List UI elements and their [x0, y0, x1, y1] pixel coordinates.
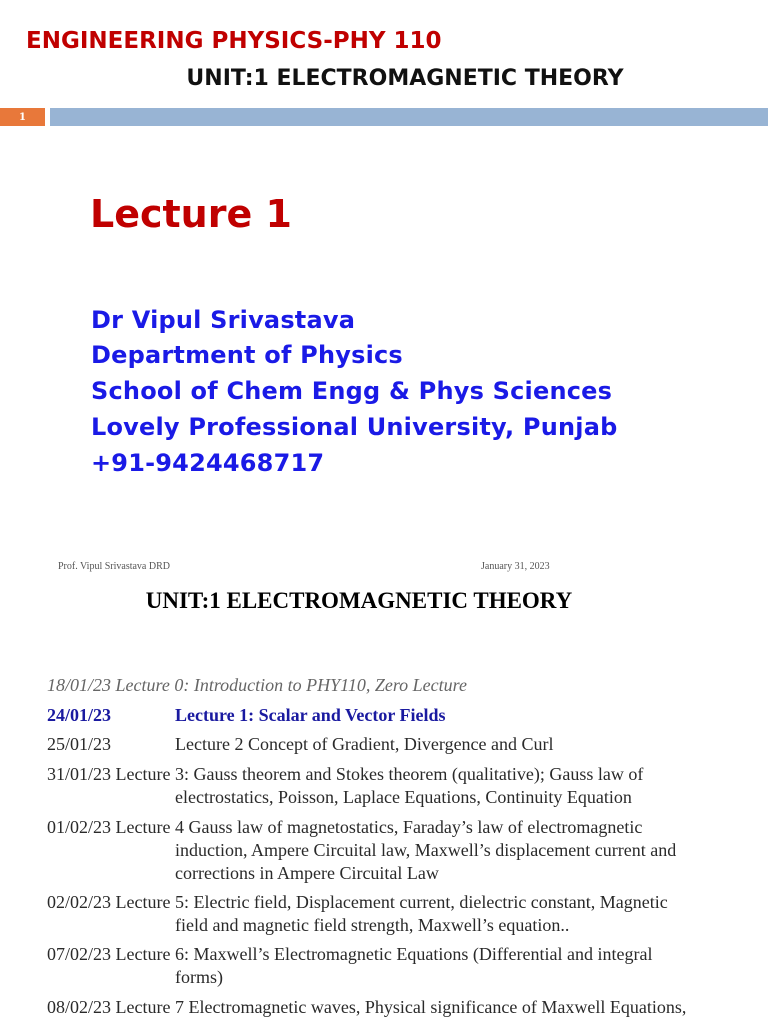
schedule-date: 02/02/23 [47, 892, 112, 912]
schedule-text-continued: field and magnetic field strength, Maxwell’s equation.. [175, 915, 570, 935]
schedule-date: 25/01/23 [47, 734, 112, 754]
schedule-item [47, 733, 737, 756]
schedule-item-current [47, 704, 737, 727]
schedule-text: Lecture 4 Gauss law of magnetostatics, Faraday’s law of electromagnetic [115, 817, 643, 837]
schedule-text-continued: induction, Ampere Circuital law, Maxwell’s displacement current and [175, 840, 677, 860]
schedule-heading: UNIT:1 ELECTROMAGNETIC THEORY [145, 588, 573, 613]
schedule-item [47, 816, 737, 885]
schedule-item [47, 943, 737, 989]
schedule-date: 18/01/23 [47, 675, 112, 695]
schedule-date: 07/02/23 [47, 944, 112, 964]
schedule-text: Lecture 7 Electromagnetic waves, Physical significance of Maxwell Equations, [115, 997, 687, 1017]
schedule-text: Lecture 2 Concept of Gradient, Divergence and Curl [175, 734, 554, 754]
lecture-title: Lecture 1 [90, 192, 292, 236]
schedule-item [47, 996, 737, 1019]
unit-heading: UNIT:1 ELECTROMAGNETIC THEORY [186, 66, 624, 91]
schedule-date: 24/01/23 [47, 705, 112, 725]
slide-number: 1 [0, 108, 45, 126]
schedule-text: Lecture 5: Electric field, Displacement current, dielectric constant, Magnetic [115, 892, 668, 912]
header-bar [50, 108, 768, 126]
footer-author: Prof. Vipul Srivastava DRD [58, 561, 170, 572]
schedule-item [47, 763, 737, 809]
schedule-date: 01/02/23 [47, 817, 112, 837]
schedule-item [47, 891, 737, 937]
author-department: Department of Physics [91, 341, 403, 369]
schedule-date: 31/01/23 [47, 764, 112, 784]
schedule-text-continued: corrections in Ampere Circuital Law [175, 863, 439, 883]
schedule-text-continued: electrostatics, Poisson, Laplace Equations, Continuity Equation [175, 787, 632, 807]
schedule-text: Lecture 0: Introduction to PHY110, Zero Lecture [115, 675, 467, 695]
schedule-text: Lecture 3: Gauss theorem and Stokes theorem (qualitative); Gauss law of [115, 764, 644, 784]
author-name: Dr Vipul Srivastava [91, 306, 356, 334]
course-title: ENGINEERING PHYSICS-PHY 110 [26, 28, 442, 54]
author-university: Lovely Professional University, Punjab [91, 413, 618, 441]
schedule-text: Lecture 1: Scalar and Vector Fields [175, 705, 446, 725]
author-phone: +91-9424468717 [91, 449, 325, 477]
schedule-text-continued: forms) [175, 967, 223, 987]
schedule-date: 08/02/23 [47, 997, 112, 1017]
schedule-text: Lecture 6: Maxwell’s Electromagnetic Equations (Differential and integral [115, 944, 653, 964]
footer-date: January 31, 2023 [481, 561, 550, 572]
author-school: School of Chem Engg & Phys Sciences [91, 377, 613, 405]
schedule-item [47, 674, 737, 697]
